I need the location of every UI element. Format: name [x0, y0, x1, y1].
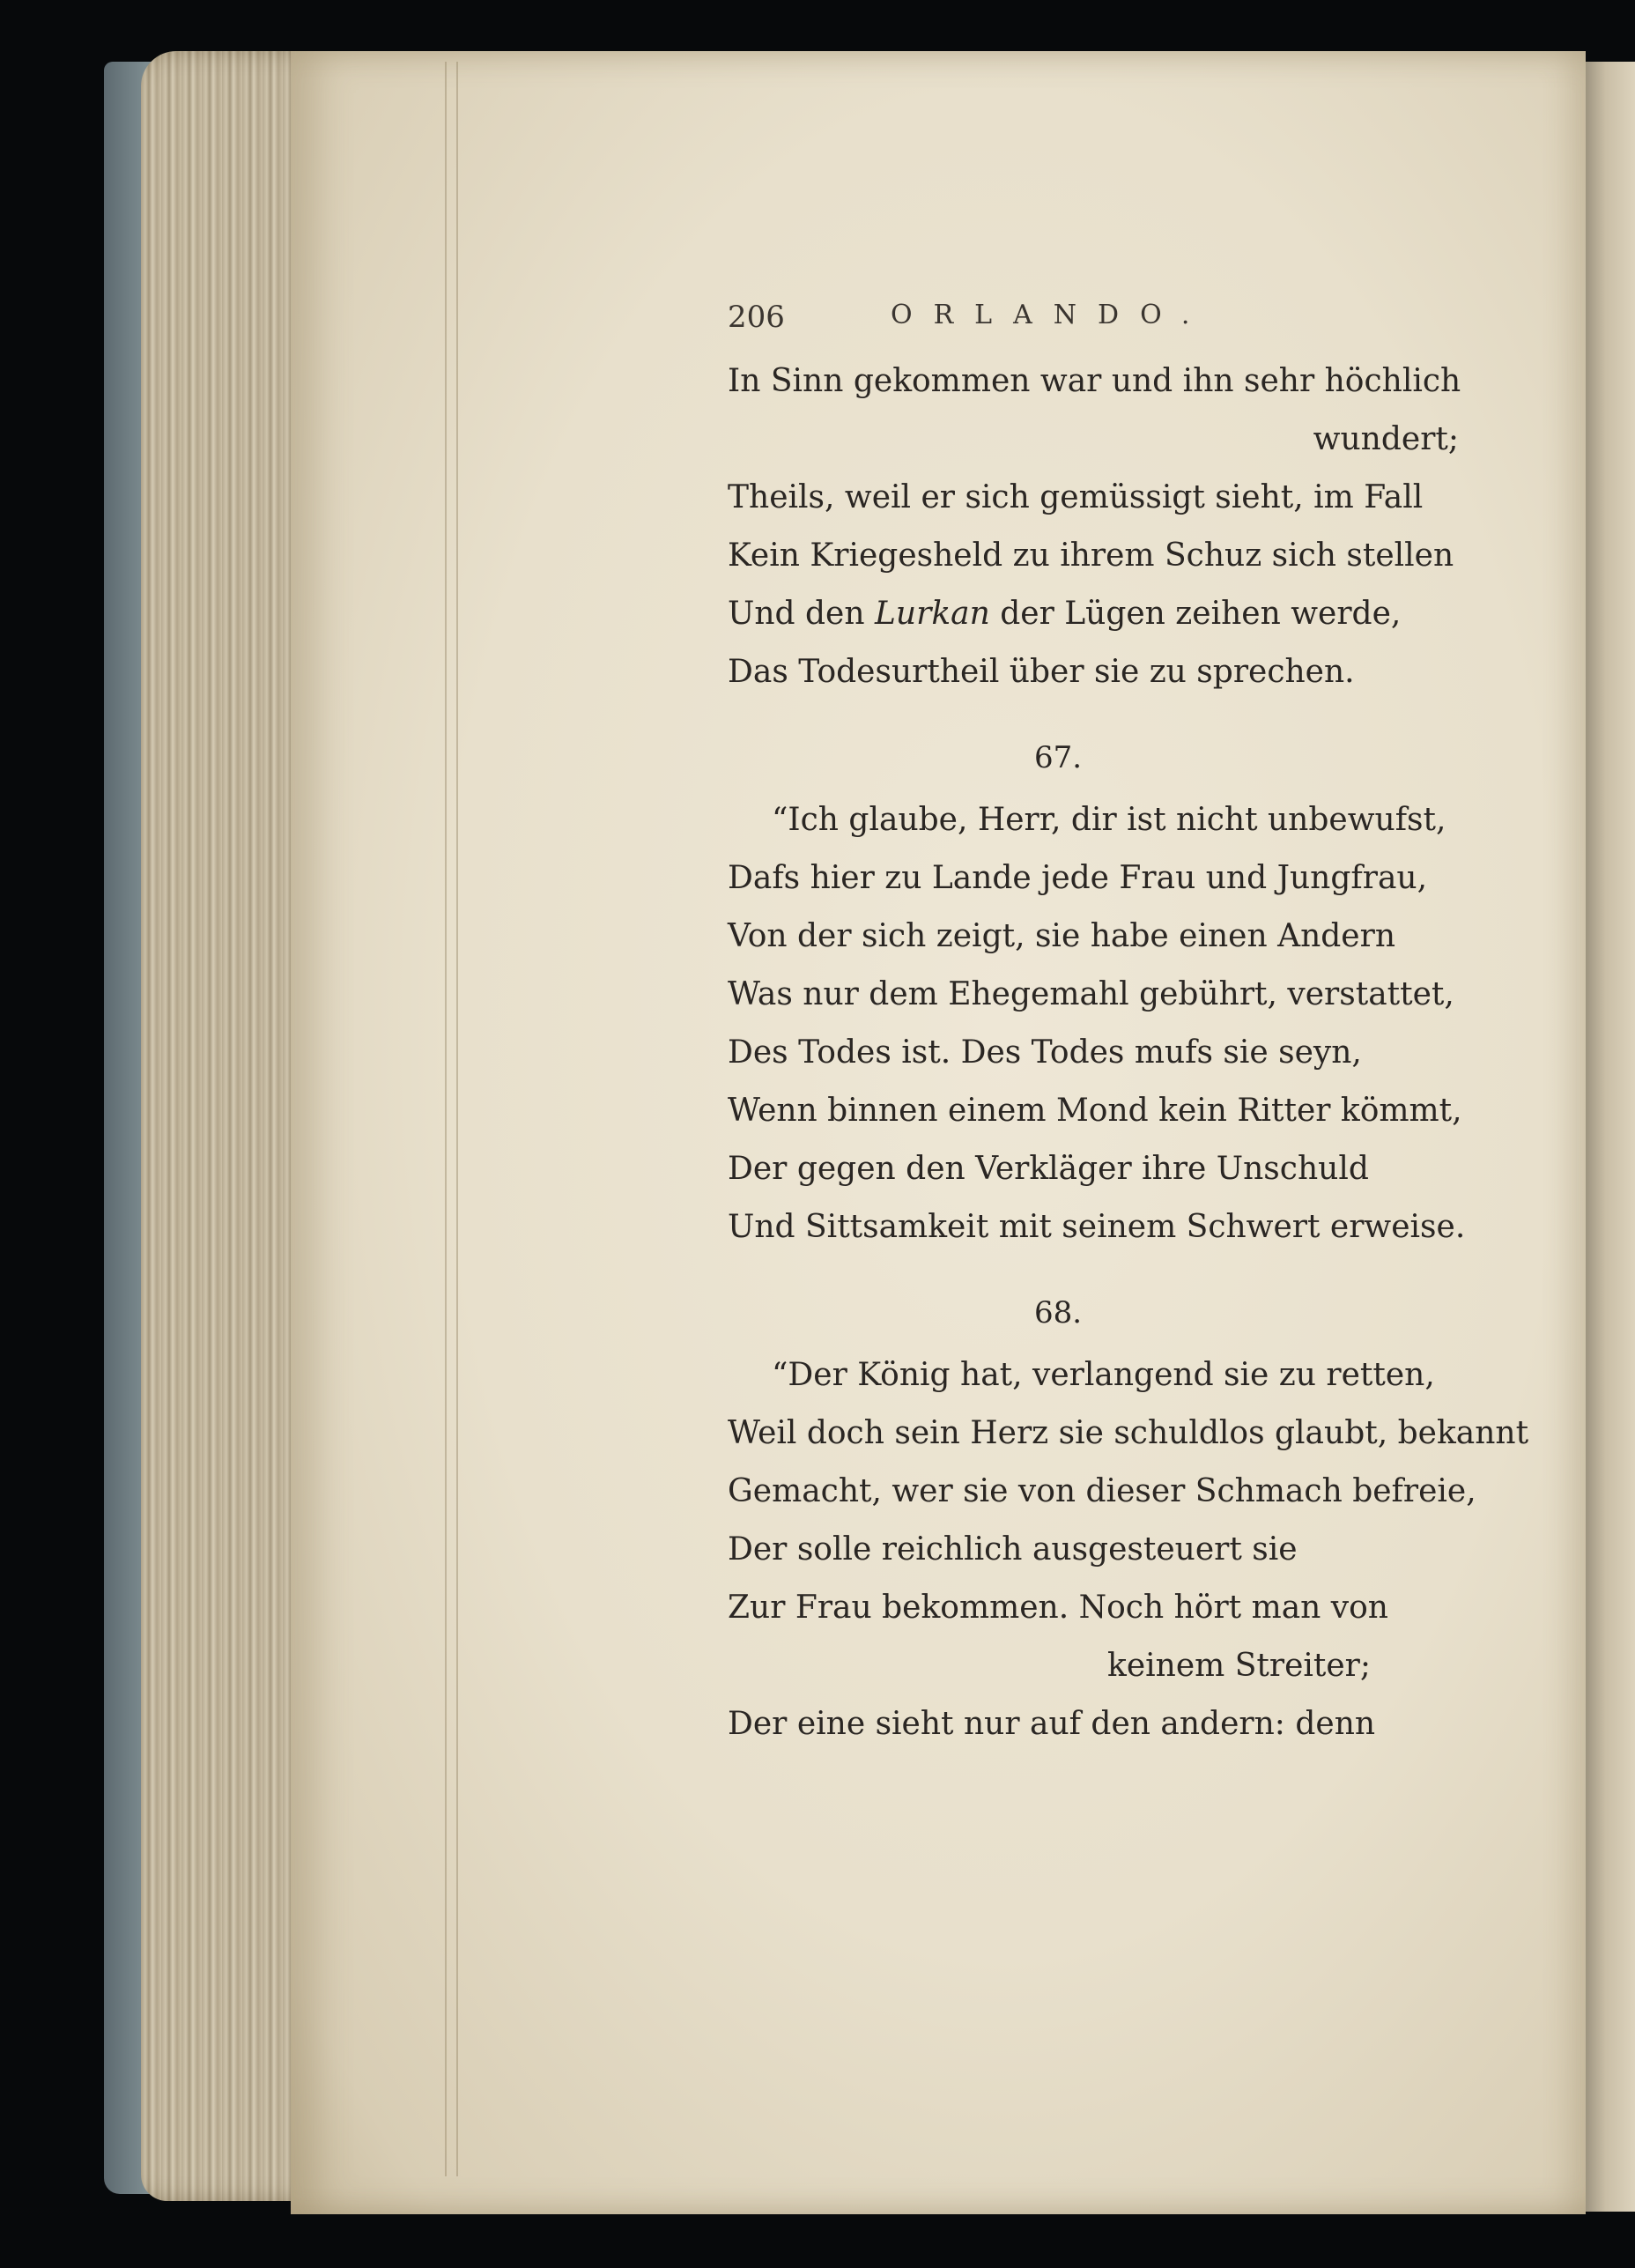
verse-line: Der eine sieht nur auf den andern: denn — [728, 1706, 1376, 1742]
verse-line: Was nur dem Ehegemahl gebührt, verstattet, — [728, 976, 1454, 1012]
verse-line-turnover: wundert; — [1313, 421, 1459, 457]
stanza-68 — [728, 1346, 1529, 1753]
verse-line: Von der sich zeigt, sie habe einen Andern — [728, 918, 1396, 954]
verse-line: Des Todes ist. Des Todes mufs sie seyn, — [728, 1034, 1362, 1071]
verse-line: Weil doch sein Herz sie schuldlos glaubt, bekannt — [728, 1415, 1529, 1451]
verse-line: Wenn binnen einem Mond kein Ritter kömmt, — [728, 1093, 1462, 1129]
stanza-number: 67. — [1033, 740, 1083, 775]
verse-text: Und den — [728, 596, 865, 632]
verse-line: Theils, weil er sich gemüssigt sieht, im Fall — [728, 479, 1424, 515]
verse-line: Gemacht, wer sie von dieser Schmach befreie, — [728, 1473, 1476, 1509]
verse-line: Der solle reichlich ausgesteuert sie — [728, 1531, 1298, 1568]
verse-line — [728, 585, 1494, 643]
verse-line-turnover: keinem Streiter; — [1107, 1648, 1371, 1684]
verse-text: der Lügen zeihen werde, — [1000, 596, 1402, 632]
stanza-67 — [728, 791, 1494, 1256]
gutter-fold-line — [445, 62, 447, 2176]
text-block — [728, 300, 1529, 1753]
verse-line: Und Sittsamkeit mit seinem Schwert erweise. — [728, 1209, 1466, 1245]
stanza-number: 68. — [1033, 1295, 1083, 1330]
verse-line: Kein Kriegesheld zu ihrem Schuz sich stellen — [728, 537, 1454, 574]
verse-line: “Der König hat, verlangend sie zu retten, — [772, 1357, 1435, 1393]
verse-line: In Sinn gekommen war und ihn sehr höchlich — [728, 363, 1461, 399]
page-number: 206 — [728, 300, 785, 335]
verse-line: Dafs hier zu Lande jede Frau und Jungfrau, — [728, 860, 1428, 896]
verse-line: Zur Frau bekommen. Noch hört man von — [728, 1590, 1388, 1626]
verse-line: “Ich glaube, Herr, dir ist nicht unbewufst, — [772, 802, 1446, 838]
stanza-66-continuation — [728, 352, 1494, 701]
verse-line: Das Todesurtheil über sie zu sprechen. — [728, 654, 1355, 690]
verse-line: Der gegen den Verkläger ihre Unschuld — [728, 1151, 1369, 1187]
gutter-fold-line — [456, 62, 458, 2176]
italic-name: Lurkan — [875, 596, 990, 632]
book-title: ORLANDO. — [891, 300, 1211, 330]
opposite-page-edge — [1586, 62, 1635, 2212]
running-head — [728, 300, 1494, 352]
